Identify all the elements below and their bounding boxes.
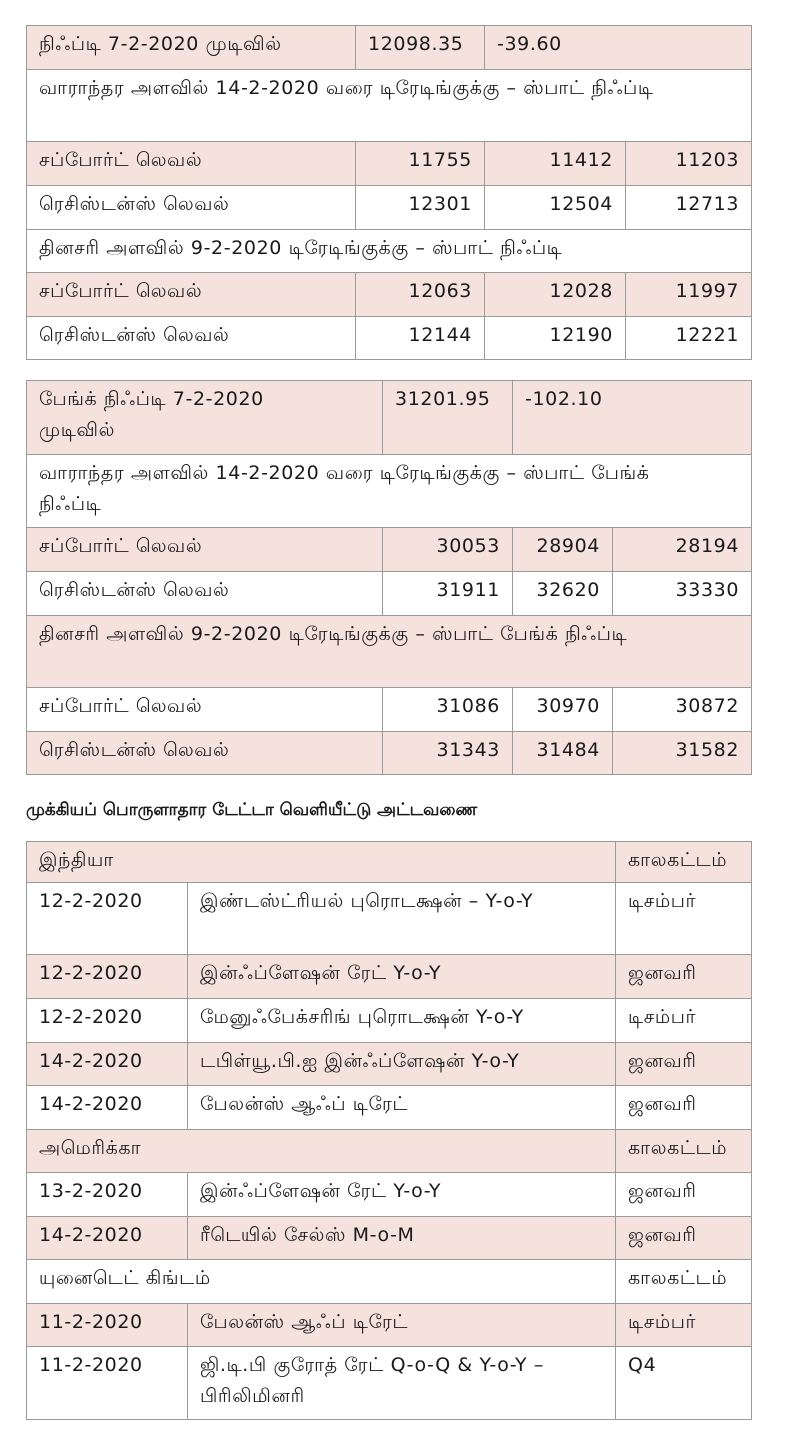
table-row [27, 999, 752, 1043]
bank-nifty-daily-resistance-row [27, 732, 752, 775]
resistance-value: 12221 [626, 317, 752, 360]
support-value: 30970 [513, 688, 613, 732]
event-date: 14-2-2020 [27, 1217, 188, 1260]
event-date: 13-2-2020 [27, 1173, 188, 1217]
event-name: இன்ஃப்ளேஷன் ரேட் Y-o-Y [188, 1173, 616, 1217]
nifty-daily-title: தினசரி அளவில் 9-2-2020 டிரேடிங்குக்கு – ஸ்பாட் நிஃப்டி [27, 230, 752, 273]
row-label: சப்போர்ட் லெவல் [27, 142, 356, 186]
nifty-weekly-title-row [27, 70, 752, 142]
table-row [27, 955, 752, 999]
event-name: டபிள்யூ.பி.ஐ இன்ஃப்ளேஷன் Y-o-Y [188, 1043, 616, 1086]
event-date: 11-2-2020 [27, 1304, 188, 1347]
resistance-value: 12713 [626, 186, 752, 230]
country-label: அமெரிக்கா [27, 1130, 616, 1173]
table-row [27, 1347, 752, 1420]
event-name: இண்டஸ்ட்ரியல் புரொடக்ஷன் – Y-o-Y [188, 883, 616, 955]
resistance-value: 32620 [513, 572, 613, 616]
bank-nifty-close-label: பேங்க் நிஃப்டி 7-2-2020 முடிவில் [27, 381, 383, 455]
support-value: 30053 [383, 528, 513, 572]
calendar-heading: முக்கியப் பொருளாதார டேட்டா வெளியீட்டு அட்டவணை [26, 800, 478, 820]
bank-nifty-weekly-resistance-row [27, 572, 752, 616]
row-label: சப்போர்ட் லெவல் [27, 528, 383, 572]
support-value: 12028 [485, 273, 626, 317]
event-name: பேலன்ஸ் ஆஃப் டிரேட் [188, 1304, 616, 1347]
event-date: 14-2-2020 [27, 1086, 188, 1130]
bank-nifty-daily-title-row [27, 616, 752, 688]
economic-calendar-table [26, 841, 752, 1420]
resistance-value: 31484 [513, 732, 613, 775]
event-name: ஜி.டி.பி குரோத் ரேட் Q-o-Q & Y-o-Y – பிரிலிமினரி [188, 1347, 616, 1420]
table-row [27, 1217, 752, 1260]
support-value: 11203 [626, 142, 752, 186]
event-period: டிசம்பர் [616, 999, 752, 1043]
period-header: காலகட்டம் [616, 1130, 752, 1173]
event-name: இன்ஃப்ளேஷன் ரேட் Y-o-Y [188, 955, 616, 999]
nifty-weekly-resistance-row [27, 186, 752, 230]
table-row [27, 1086, 752, 1130]
support-value: 11755 [356, 142, 485, 186]
country-label: யுனைடெட் கிங்டம் [27, 1260, 616, 1304]
period-header: காலகட்டம் [616, 842, 752, 883]
support-value: 28194 [613, 528, 752, 572]
nifty-daily-resistance-row [27, 317, 752, 360]
support-value: 31086 [383, 688, 513, 732]
event-name: மேனுஃபேக்சரிங் புரொடக்ஷன் Y-o-Y [188, 999, 616, 1043]
nifty-close-label: நிஃப்டி 7-2-2020 முடிவில் [27, 26, 356, 70]
support-value: 30872 [613, 688, 752, 732]
event-date: 12-2-2020 [27, 955, 188, 999]
section-header-row [27, 842, 752, 883]
support-value: 12063 [356, 273, 485, 317]
resistance-value: 31911 [383, 572, 513, 616]
table-row [27, 1304, 752, 1347]
resistance-value: 33330 [613, 572, 752, 616]
event-name: பேலன்ஸ் ஆஃப் டிரேட் [188, 1086, 616, 1130]
bank-nifty-weekly-title-row [27, 455, 752, 528]
row-label: சப்போர்ட் லெவல் [27, 273, 356, 317]
nifty-daily-title-row [27, 230, 752, 273]
bank-nifty-daily-title: தினசரி அளவில் 9-2-2020 டிரேடிங்குக்கு – ஸ்பாட் பேங்க் நிஃப்டி [27, 616, 752, 688]
row-label: சப்போர்ட் லெவல் [27, 688, 383, 732]
table-row [27, 1173, 752, 1217]
table-row [27, 1043, 752, 1086]
nifty-close-row [27, 26, 752, 70]
row-label: ரெசிஸ்டன்ஸ் லெவல் [27, 317, 356, 360]
bank-nifty-levels-table [26, 380, 752, 775]
support-value: 11412 [485, 142, 626, 186]
bank-nifty-weekly-support-row [27, 528, 752, 572]
nifty-daily-support-row [27, 273, 752, 317]
event-date: 12-2-2020 [27, 883, 188, 955]
bank-nifty-weekly-title: வாராந்தர அளவில் 14-2-2020 வரை டிரேடிங்குக்கு – ஸ்பாட் பேங்க் நிஃப்டி [27, 455, 752, 528]
row-label: ரெசிஸ்டன்ஸ் லெவல் [27, 186, 356, 230]
bank-nifty-change: -102.10 [513, 381, 752, 455]
resistance-value: 12144 [356, 317, 485, 360]
resistance-value: 31582 [613, 732, 752, 775]
event-period: Q4 [616, 1347, 752, 1420]
section-header-row [27, 1260, 752, 1304]
table-row [27, 883, 752, 955]
bank-nifty-close-value: 31201.95 [383, 381, 513, 455]
row-label: ரெசிஸ்டன்ஸ் லெவல் [27, 732, 383, 775]
resistance-value: 31343 [383, 732, 513, 775]
event-date: 12-2-2020 [27, 999, 188, 1043]
nifty-change: -39.60 [485, 26, 752, 70]
section-header-row [27, 1130, 752, 1173]
nifty-weekly-support-row [27, 142, 752, 186]
event-period: ஜனவரி [616, 1217, 752, 1260]
event-name: ரீடெயில் சேல்ஸ் M-o-M [188, 1217, 616, 1260]
nifty-weekly-title: வாராந்தர அளவில் 14-2-2020 வரை டிரேடிங்குக்கு – ஸ்பாட் நிஃப்டி [27, 70, 752, 142]
event-date: 11-2-2020 [27, 1347, 188, 1420]
event-period: ஜனவரி [616, 1043, 752, 1086]
event-period: ஜனவரி [616, 1173, 752, 1217]
nifty-close-value: 12098.35 [356, 26, 485, 70]
event-period: டிசம்பர் [616, 883, 752, 955]
event-period: டிசம்பர் [616, 1304, 752, 1347]
resistance-value: 12504 [485, 186, 626, 230]
country-label: இந்தியா [27, 842, 616, 883]
event-period: ஜனவரி [616, 1086, 752, 1130]
period-header: காலகட்டம் [616, 1260, 752, 1304]
support-value: 11997 [626, 273, 752, 317]
resistance-value: 12190 [485, 317, 626, 360]
bank-nifty-close-row [27, 381, 752, 455]
support-value: 28904 [513, 528, 613, 572]
event-period: ஜனவரி [616, 955, 752, 999]
event-date: 14-2-2020 [27, 1043, 188, 1086]
nifty-levels-table [26, 25, 752, 360]
row-label: ரெசிஸ்டன்ஸ் லெவல் [27, 572, 383, 616]
resistance-value: 12301 [356, 186, 485, 230]
bank-nifty-daily-support-row [27, 688, 752, 732]
